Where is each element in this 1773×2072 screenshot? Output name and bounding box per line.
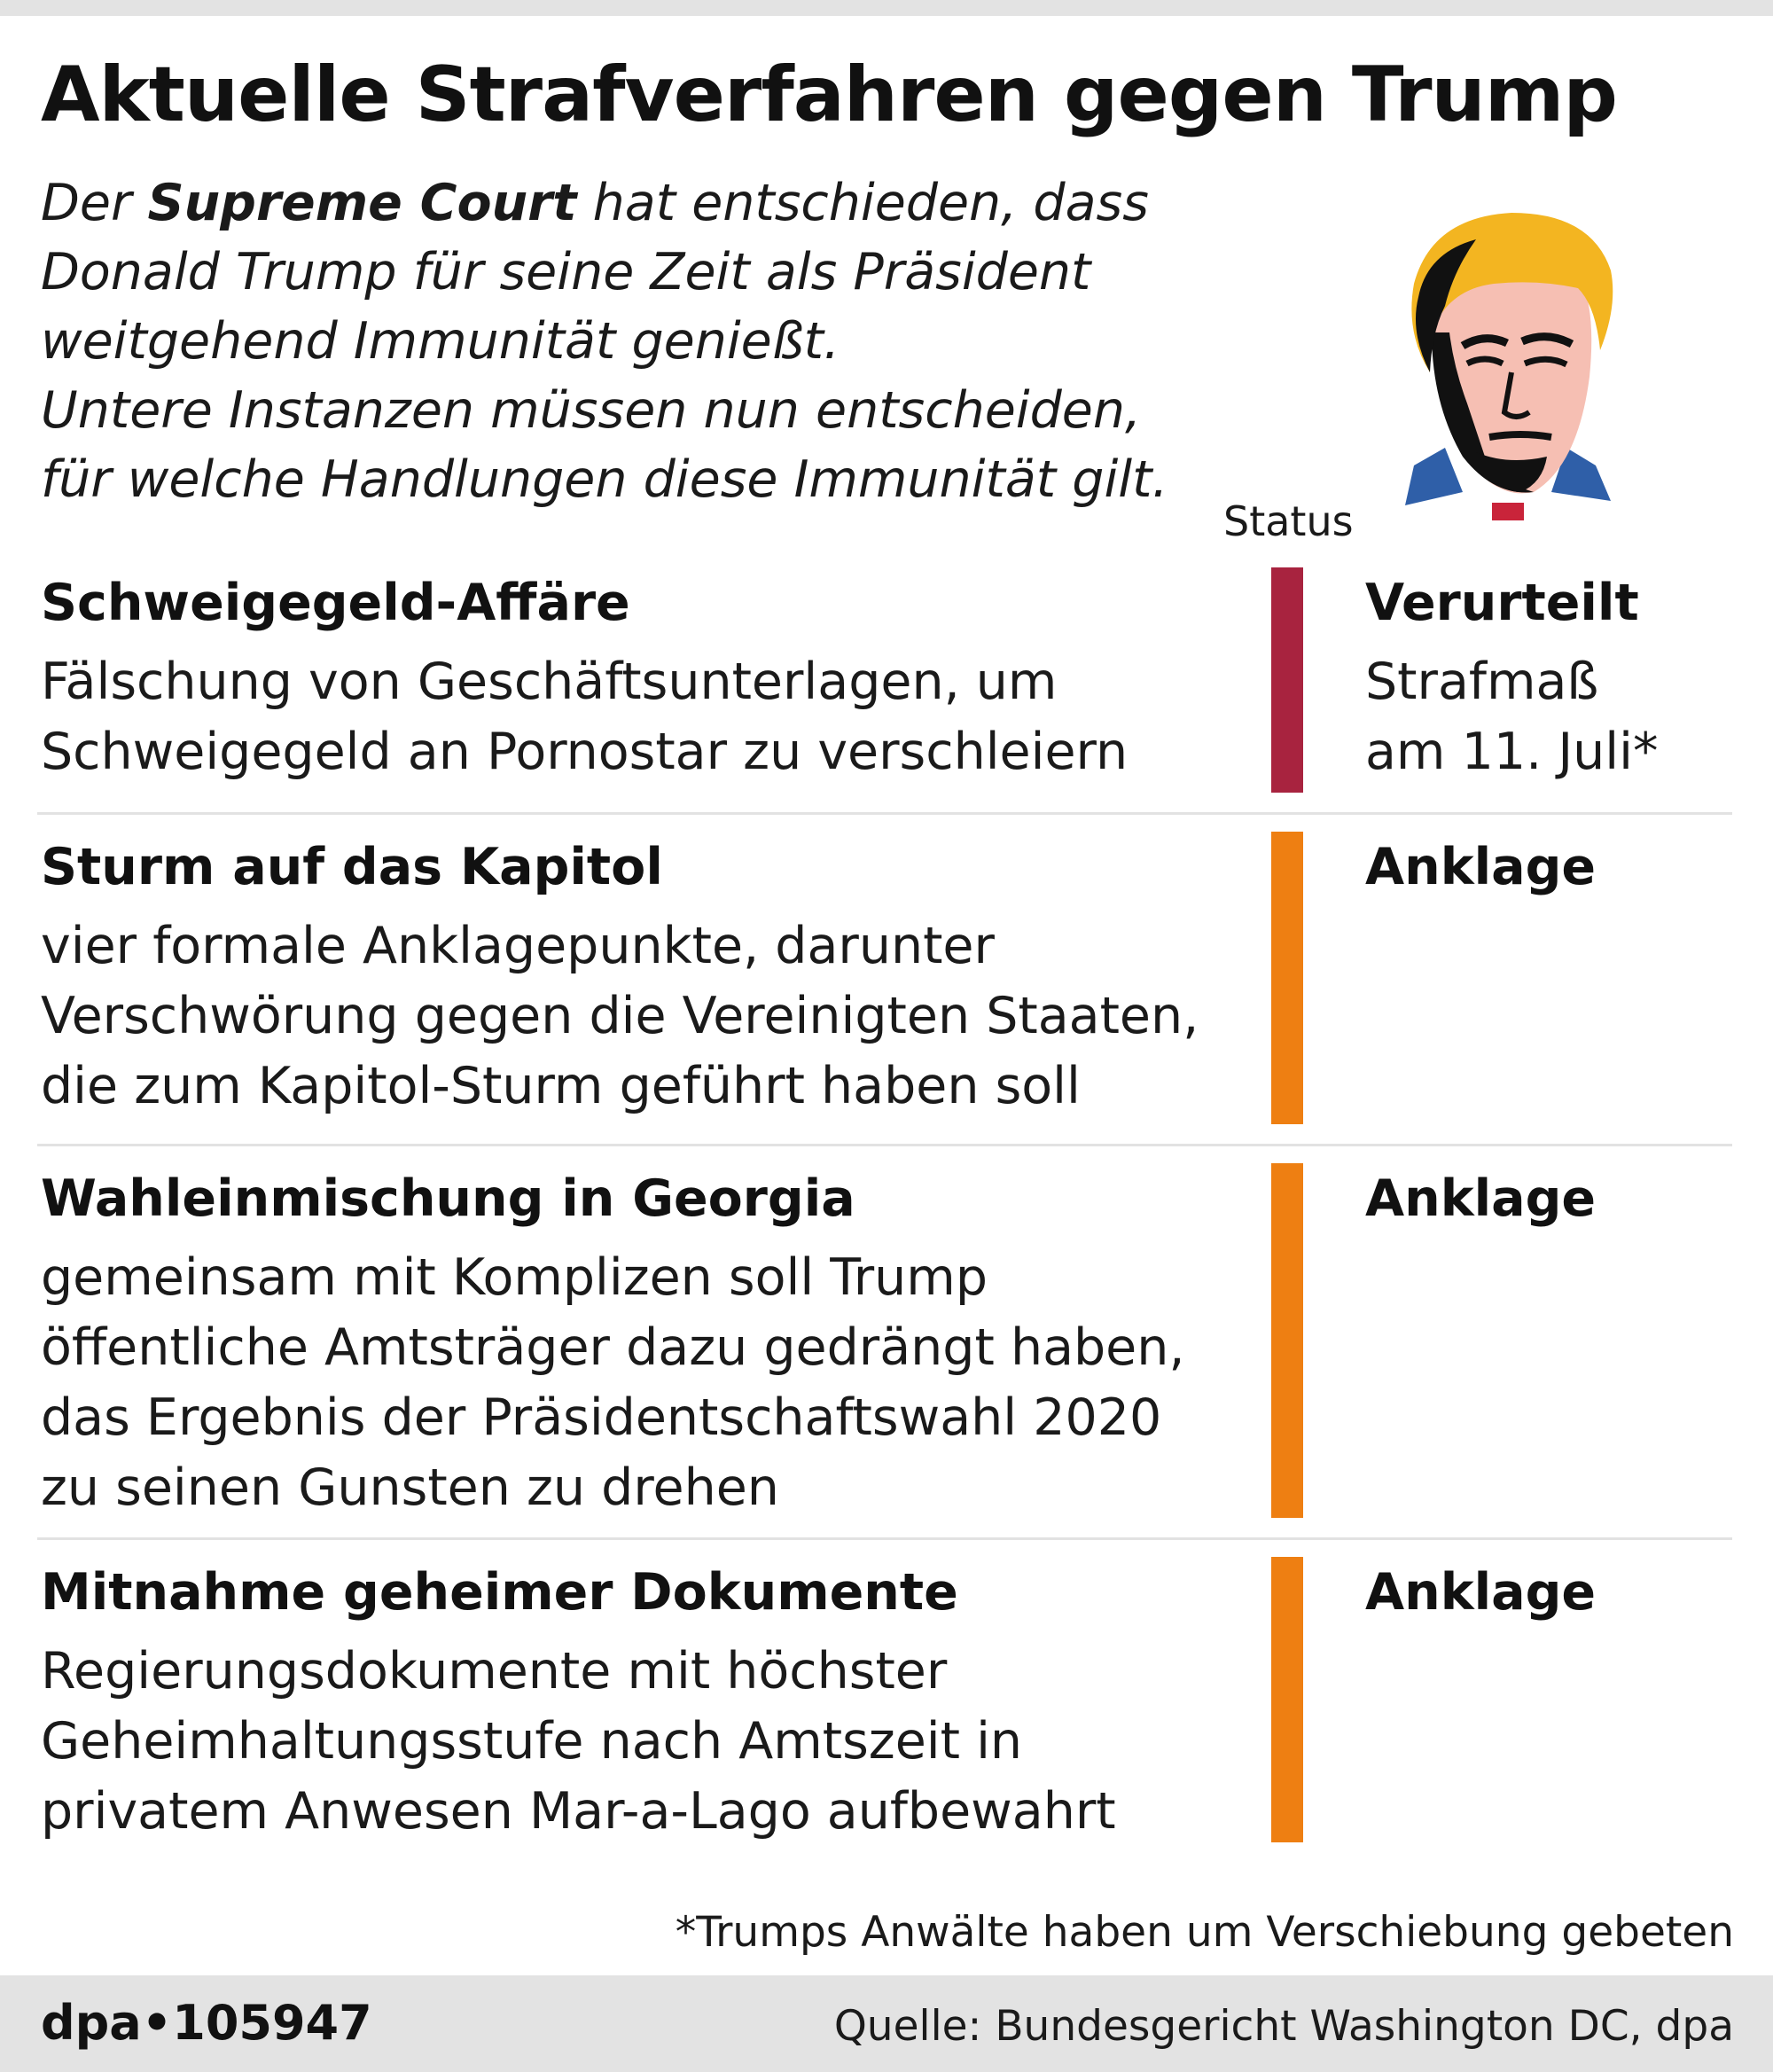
case-description-line: Geheimhaltungsstufe nach Amtszeit in: [41, 1712, 1023, 1771]
case-description-line: gemeinsam mit Komplizen soll Trump: [41, 1248, 988, 1307]
status-label: Anklage: [1365, 1563, 1597, 1622]
case-title: Schweigegeld-Affäre: [41, 574, 630, 632]
case-description-line: das Ergebnis der Präsidentschaftswahl 2020: [41, 1388, 1162, 1447]
mouth: [1489, 434, 1551, 437]
case-title: Mitnahme geheimer Dokumente: [41, 1563, 958, 1622]
case-description-line: zu seinen Gunsten zu drehen: [41, 1458, 779, 1517]
intro-line-1-pre: Der: [41, 174, 148, 232]
status-bar-verurteilt: [1271, 567, 1303, 793]
case-title: Sturm auf das Kapitol: [41, 838, 663, 896]
case-description: [41, 911, 1199, 1122]
status-bar-anklage: [1271, 1163, 1303, 1518]
case-title: Wahleinmischung in Georgia: [41, 1169, 855, 1228]
intro-supreme-court: Supreme Court: [147, 174, 577, 232]
intro-line-3: weitgehend Immunität genießt.: [41, 312, 840, 371]
intro-text: [41, 168, 1238, 514]
case-description: [41, 647, 1128, 787]
row-divider: [37, 812, 1732, 815]
status-bar-anklage: [1271, 1557, 1303, 1842]
status-label: Verurteilt: [1365, 574, 1639, 632]
case-description-line: die zum Kapitol-Sturm geführt haben soll: [41, 1057, 1081, 1115]
status-column-header: Status: [1223, 497, 1354, 545]
status-note-line: Strafmaß: [1365, 653, 1599, 711]
case-description: [41, 1243, 1185, 1523]
footer-bar: [0, 1975, 1773, 2072]
case-description-line: Fälschung von Geschäftsunterlagen, um: [41, 653, 1058, 711]
status-bar-anklage: [1271, 832, 1303, 1124]
top-strip: [0, 0, 1773, 16]
intro-line-1: [41, 168, 1238, 238]
status-label: Anklage: [1365, 838, 1597, 896]
collar-left: [1405, 448, 1463, 505]
status-note: [1365, 647, 1658, 787]
intro-line-5: für welche Handlungen diese Immunität gilt.: [41, 450, 1168, 509]
tie-knot: [1492, 503, 1524, 520]
trump-portrait-illustration: [1379, 199, 1636, 528]
case-description-line: Regierungsdokumente mit höchster: [41, 1642, 948, 1701]
status-label: Anklage: [1365, 1169, 1597, 1228]
case-description-line: privatem Anwesen Mar-a-Lago aufbewahrt: [41, 1782, 1116, 1841]
intro-line-2: Donald Trump für seine Zeit als Präsident: [41, 243, 1091, 301]
footnote: *Trumps Anwälte haben um Verschiebung gebeten: [675, 1908, 1734, 1957]
intro-line-1-post: hat entschieden, dass: [576, 174, 1149, 232]
row-divider: [37, 1537, 1732, 1540]
case-description-line: Schweigegeld an Pornostar zu verschleiern: [41, 723, 1129, 781]
case-description-line: öffentliche Amtsträger dazu gedrängt haben,: [41, 1318, 1185, 1377]
case-description-line: vier formale Anklagepunkte, darunter: [41, 917, 995, 975]
row-divider: [37, 1144, 1732, 1146]
case-description: [41, 1637, 1116, 1847]
case-description-line: Verschwörung gegen die Vereinigten Staaten,: [41, 987, 1199, 1045]
status-note-line: am 11. Juli*: [1365, 723, 1659, 781]
page-title: Aktuelle Strafverfahren gegen Trump: [41, 51, 1617, 139]
source-credit: Quelle: Bundesgericht Washington DC, dpa: [833, 2002, 1734, 2051]
intro-line-4: Untere Instanzen müssen nun entscheiden,: [41, 381, 1142, 440]
dpa-logo: dpa•105947: [41, 1995, 372, 2051]
